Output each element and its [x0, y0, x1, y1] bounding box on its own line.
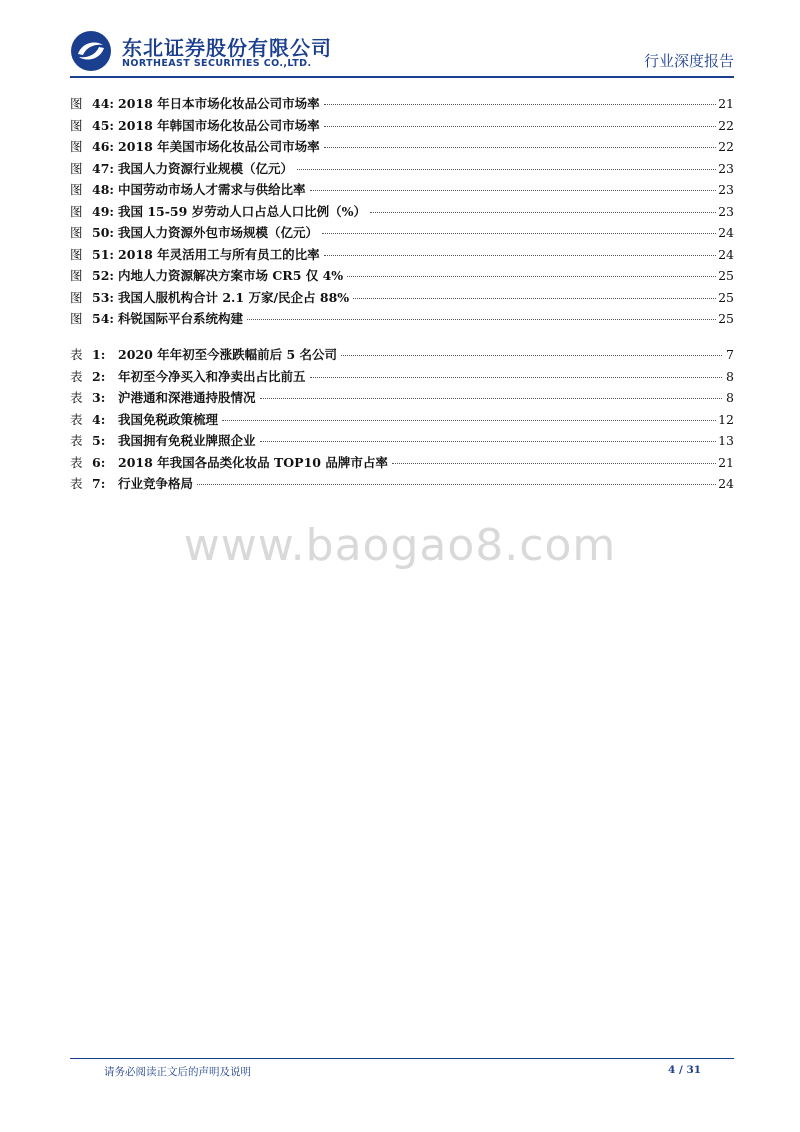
toc-number: 46:	[92, 139, 115, 154]
report-type-label: 行业深度报告	[643, 52, 734, 70]
toc-kind: 图	[70, 160, 83, 176]
company-logo-icon	[70, 30, 112, 72]
toc-leader	[347, 276, 716, 277]
toc-number: 44:	[92, 96, 115, 111]
toc-leader	[247, 319, 716, 320]
toc-number: 52:	[92, 268, 115, 283]
toc-kind: 表	[70, 476, 83, 491]
toc-kind: 图	[70, 311, 83, 326]
toc-page: 24	[718, 246, 734, 262]
toc-row[interactable]	[70, 94, 734, 116]
toc-kind: 图	[70, 203, 83, 219]
watermark: www.baogao8.com	[183, 520, 617, 571]
toc-row[interactable]	[70, 388, 734, 410]
toc-leader	[260, 398, 722, 399]
toc-title: 行业竞争格局	[118, 476, 194, 491]
page-header	[70, 28, 734, 76]
toc-title: 我国人服机构合计 2.1 万家/民企占 88%	[118, 289, 350, 305]
toc-row[interactable]	[70, 453, 734, 475]
toc-kind: 表	[70, 454, 83, 470]
toc-title: 我国拥有免税业牌照企业	[118, 433, 256, 448]
toc-leader	[341, 355, 722, 356]
toc-number: 7:	[92, 476, 106, 491]
toc-title: 我国人力资源外包市场规模（亿元）	[118, 225, 319, 240]
toc-title: 沪港通和深港通持股情况	[118, 390, 256, 405]
table-list	[70, 345, 734, 496]
header-divider	[70, 76, 734, 78]
toc-leader	[222, 420, 716, 421]
toc-number: 54:	[92, 311, 115, 326]
toc-page: 12	[718, 411, 734, 427]
toc-number: 2:	[92, 368, 106, 384]
toc-kind: 表	[70, 390, 83, 405]
toc-leader	[297, 169, 716, 170]
toc-number: 51:	[92, 246, 115, 262]
toc-leader	[197, 484, 716, 485]
toc-title: 2018 年灵活用工与所有员工的比率	[118, 246, 320, 262]
toc-number: 1:	[92, 347, 106, 362]
toc-kind: 图	[70, 117, 83, 133]
toc-page: 25	[718, 311, 734, 326]
toc-page: 23	[718, 182, 734, 197]
toc-number: 53:	[92, 289, 115, 305]
toc-number: 6:	[92, 454, 106, 470]
toc-leader	[370, 212, 716, 213]
toc-row[interactable]	[70, 474, 734, 496]
toc-page: 23	[718, 203, 734, 219]
toc-number: 49:	[92, 203, 115, 219]
toc-leader	[324, 255, 716, 256]
toc-row[interactable]	[70, 116, 734, 138]
toc-title: 年初至今净买入和净卖出占比前五	[118, 368, 306, 384]
toc-row[interactable]	[70, 288, 734, 310]
toc-page: 7	[726, 347, 734, 362]
toc-kind: 表	[70, 347, 83, 362]
toc-row[interactable]	[70, 202, 734, 224]
toc-kind: 图	[70, 139, 83, 154]
toc-leader	[310, 377, 722, 378]
toc-row[interactable]	[70, 309, 734, 331]
toc-title: 2018 年韩国市场化妆品公司市场率	[118, 117, 320, 133]
toc-number: 50:	[92, 225, 115, 240]
toc-row[interactable]	[70, 223, 734, 245]
toc-row[interactable]	[70, 367, 734, 389]
toc-kind: 表	[70, 368, 83, 384]
toc-kind: 表	[70, 411, 83, 427]
toc-row[interactable]	[70, 245, 734, 267]
toc-title: 2018 年我国各品类化妆品 TOP10 品牌市占率	[118, 454, 388, 470]
toc-page: 21	[718, 96, 734, 111]
toc-leader	[310, 190, 717, 191]
toc-leader	[322, 233, 716, 234]
toc-kind: 图	[70, 268, 83, 283]
toc-number: 3:	[92, 390, 106, 405]
toc-row[interactable]	[70, 431, 734, 453]
toc-page: 8	[726, 368, 734, 384]
toc-page: 13	[718, 433, 734, 448]
toc-kind: 图	[70, 225, 83, 240]
toc-leader	[324, 126, 716, 127]
toc-leader	[353, 298, 716, 299]
toc-number: 4:	[92, 411, 106, 427]
toc-number: 5:	[92, 433, 106, 448]
toc-row[interactable]	[70, 137, 734, 159]
toc-page: 22	[718, 139, 734, 154]
toc-leader	[392, 463, 716, 464]
toc-leader	[324, 147, 716, 148]
footer-divider	[70, 1058, 734, 1059]
toc-page: 22	[718, 117, 734, 133]
toc-title: 我国 15-59 岁劳动人口占总人口比例（%）	[118, 203, 367, 219]
toc-title: 科锐国际平台系统构建	[118, 311, 244, 326]
toc-page: 25	[718, 268, 734, 283]
toc-page: 8	[726, 390, 734, 405]
toc-page: 24	[718, 476, 734, 491]
toc-title: 我国人力资源行业规模（亿元）	[118, 160, 294, 176]
toc-title: 内地人力资源解决方案市场 CR5 仅 4%	[118, 268, 344, 283]
toc-title: 我国免税政策梳理	[118, 411, 219, 427]
toc-number: 45:	[92, 117, 115, 133]
toc-kind: 图	[70, 96, 83, 111]
toc-row[interactable]	[70, 410, 734, 432]
toc-leader	[324, 104, 716, 105]
toc-row[interactable]	[70, 266, 734, 288]
toc-kind: 图	[70, 246, 83, 262]
toc-title: 2020 年年初至今涨跌幅前后 5 名公司	[118, 347, 338, 362]
page-number: 4 / 31	[668, 1064, 702, 1076]
toc-kind: 表	[70, 433, 83, 448]
company-name-en: NORTHEAST SECURITIES CO.,LTD.	[122, 58, 312, 69]
company-name-cn: 东北证券股份有限公司	[122, 36, 332, 60]
toc-number: 47:	[92, 160, 115, 176]
toc-page: 23	[718, 160, 734, 176]
toc-row[interactable]	[70, 180, 734, 202]
toc-leader	[260, 441, 717, 442]
toc-page: 21	[718, 454, 734, 470]
toc-page: 24	[718, 225, 734, 240]
toc-row[interactable]	[70, 345, 734, 367]
toc-kind: 图	[70, 182, 83, 197]
toc-kind: 图	[70, 289, 83, 305]
toc-title: 中国劳动市场人才需求与供给比率	[118, 182, 306, 197]
footer-disclaimer: 请务必阅读正文后的声明及说明	[104, 1066, 251, 1078]
figure-list	[70, 94, 734, 331]
toc-page: 25	[718, 289, 734, 305]
toc-row[interactable]	[70, 159, 734, 181]
toc-title: 2018 年日本市场化妆品公司市场率	[118, 96, 320, 111]
toc-number: 48:	[92, 182, 115, 197]
toc-title: 2018 年美国市场化妆品公司市场率	[118, 139, 320, 154]
